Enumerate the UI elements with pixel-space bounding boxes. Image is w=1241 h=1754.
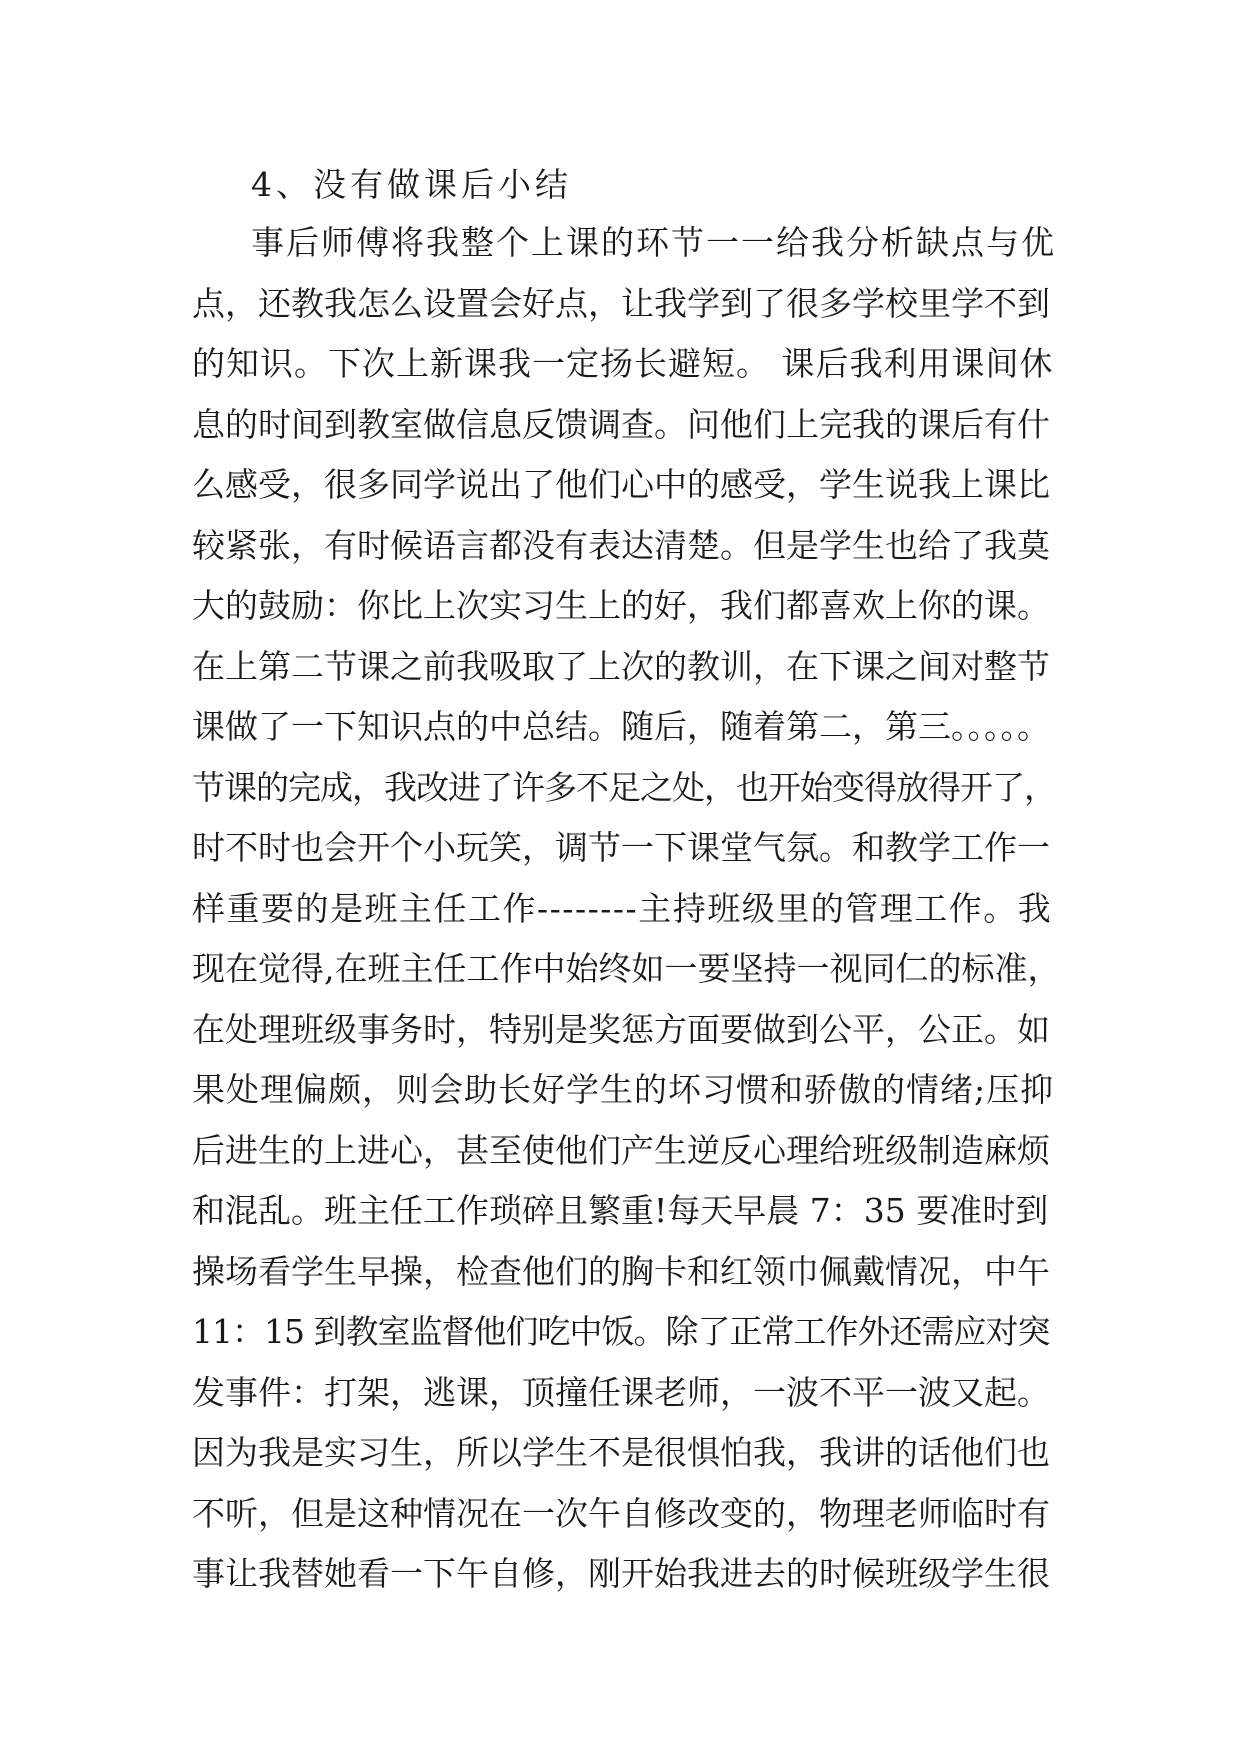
paragraph-line: 较紧张，有时候语言都没有表达清楚。但是学生也给了我莫 bbox=[192, 526, 1050, 565]
paragraph-line: 时不时也会开个小玩笑，调节一下课堂气氛。和教学工作一 bbox=[192, 828, 1050, 867]
paragraph-line: 后进生的上进心，甚至使他们产生逆反心理给班级制造麻烦 bbox=[192, 1131, 1050, 1170]
paragraph-line: 息的时间到教室做信息反馈调查。问他们上完我的课后有什 bbox=[192, 405, 1050, 444]
paragraph-line: 11：15 到教室监督他们吃中饭。除了正常工作外还需应对突 bbox=[192, 1312, 1050, 1351]
paragraph-line: 大的鼓励：你比上次实习生上的好，我们都喜欢上你的课。 bbox=[192, 586, 1050, 625]
paragraph-line: 的知识。下次上新课我一定扬长避短。 课后我利用课间休 bbox=[192, 344, 1054, 383]
paragraph-line: 节课的完成，我改进了许多不足之处，也开始变得放得开了， bbox=[192, 768, 1056, 807]
section-heading: 4、没有做课后小结 bbox=[251, 165, 572, 204]
paragraph-line: 果处理偏颇，则会助长好学生的坏习惯和骄傲的情绪;压抑 bbox=[192, 1070, 1055, 1109]
paragraph-line: 现在觉得,在班主任工作中始终如一要坚持一视同仁的标准， bbox=[192, 949, 1061, 988]
paragraph-line: 发事件：打架，逃课，顶撞任课老师，一波不平一波又起。 bbox=[192, 1373, 1050, 1412]
paragraph-line: 在处理班级事务时，特别是奖惩方面要做到公平，公正。如 bbox=[192, 1010, 1050, 1049]
paragraph-line: 和混乱。班主任工作琐碎且繁重!每天早晨 7：35 要准时到 bbox=[192, 1191, 1049, 1230]
paragraph-line: 样重要的是班主任工作--------主持班级里的管理工作。我 bbox=[192, 889, 1053, 928]
paragraph-line: 事让我替她看一下午自修，刚开始我进去的时候班级学生很 bbox=[192, 1554, 1050, 1593]
paragraph-line: 么感受，很多同学说出了他们心中的感受，学生说我上课比 bbox=[192, 465, 1050, 504]
paragraph-line: 操场看学生早操，检查他们的胸卡和红领巾佩戴情况，中午 bbox=[192, 1252, 1050, 1291]
paragraph-line: 不听，但是这种情况在一次午自修改变的，物理老师临时有 bbox=[192, 1494, 1050, 1533]
paragraph-line: 因为我是实习生，所以学生不是很惧怕我，我讲的话他们也 bbox=[192, 1433, 1050, 1472]
paragraph-line: 课做了一下知识点的中总结。随后，随着第二，第三。。。。。 bbox=[192, 707, 1050, 746]
paragraph-line: 事后师傅将我整个上课的环节一一给我分析缺点与优 bbox=[251, 223, 1056, 262]
paragraph-line: 点，还教我怎么设置会好点，让我学到了很多学校里学不到 bbox=[192, 284, 1050, 323]
paragraph-line: 在上第二节课之前我吸取了上次的教训，在下课之间对整节 bbox=[192, 647, 1050, 686]
